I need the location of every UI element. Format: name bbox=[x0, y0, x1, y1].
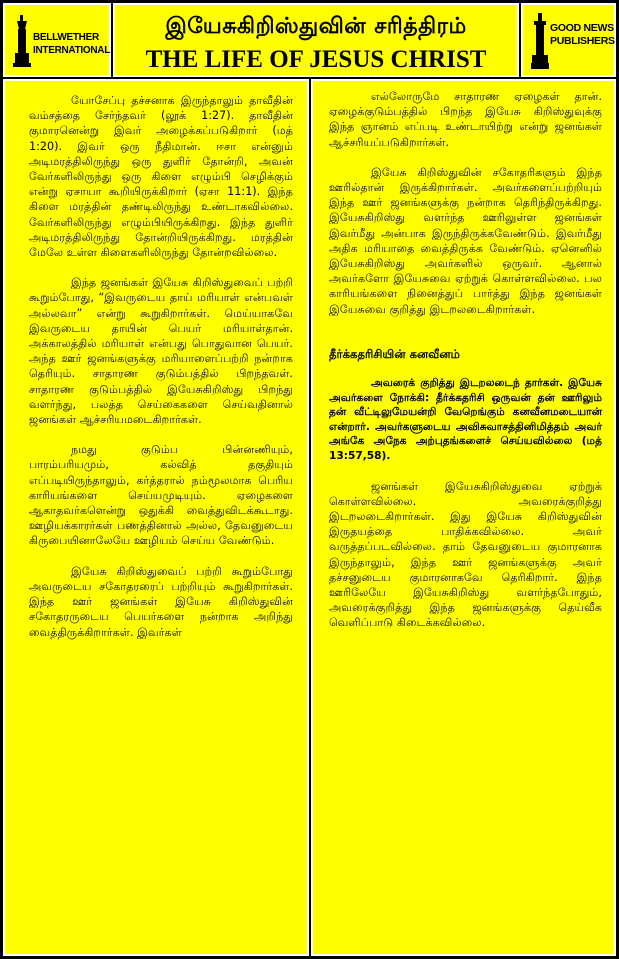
bellwether-logo-text bbox=[33, 31, 110, 57]
good-news-line1: GOOD NEWS bbox=[550, 22, 614, 34]
right-paragraph-1: எல்லோருமே சாதாரண ஏழைகள் தான். ஏழைக்குடும்பத்தில் பிறந்த இயேசு கிறிஸ்துவுக்கு இந்த ஞானம் எப்படி உண்டாயிற்று என்று ஜனங்கள் ஆச்சரியப்படுகிறார்கள். bbox=[329, 90, 602, 149]
good-news-logo bbox=[523, 5, 614, 75]
left-paragraph-1: யோசேப்பு தச்சனாக இருந்தாலும் தாவீதின் வம்சத்தை சேர்ந்தவர் (லூக் 1:27). தாவீதின் குமாரனென்று இவர் அழைக்கப்படுகிறார் (மத் 1:20). இவர் ஒரு நீதிமான். ஈசா என்னும் அடிமரத்திலிருந்து ஒரு துளிர் தோன்றி, அவன் வேர்களிலிருந்து ஒரு கிளை எழும்பி செழிக்கும் என்று ஏசாயா கூறியிருக்கிறார் (ஏசா 11:1). இந்த கிளை மரத்தின் தண்டிலிருந்து உண்டாகவில்லை. வேர்களிலிருந்து எழும்பியிருக்கிறது. இந்த துளிர் அடிமரத்திலிருந்து தோன்றியிருக்கிறது. மரத்தின் மேலே உள்ள கிளைகளிலிருந்து தோன்றவில்லை. bbox=[29, 94, 293, 260]
left-column bbox=[5, 81, 307, 954]
right-paragraph-2: இயேசு கிறிஸ்துவின் சகோதரிகளும் இந்த ஊரில்தான் இருக்கிறார்கள். அவர்களைப்பற்றியும் இந்த ஊர் ஜனங்களுக்கு நன்றாக தெரிந்திருக்கிறது. இயேசுகிறிஸ்து வளர்ந்த ஊரிலுள்ள ஜனங்கள் இவர்மீது அன்பாக இருந்திருக்கவேண்டும். இவர்மீது அதிக மரியாதை வைத்திருக்க வேண்டும். ஏனெனில் இயேசுகிறிஸ்து அவர்களில் ஒருவர். ஆனால் அவர்களோ இயேசுவை ஏற்றுக் கொள்ளவில்லை. பல காரியங்களை நினைத்துப் பார்த்து இந்த ஜனங்கள் இயேசுவை குறித்து இடறலடைகிறார்கள். bbox=[329, 165, 602, 316]
right-column bbox=[313, 81, 614, 954]
title-tamil: இயேசுகிறிஸ்துவின் சரித்திரம் bbox=[165, 13, 467, 39]
section-heading: தீர்க்கதரிசியின் கனவீனம் bbox=[329, 346, 460, 361]
bellwether-line2: INTERNATIONAL bbox=[33, 45, 111, 56]
left-paragraph-3: நமது குடும்ப பின்னணியும், பாரம்பரியமும், கல்வித் தகுதியும் எப்படியிருந்தாலும், கர்த்தரால் நம்மூலமாக பெரிய காரியங்களை செய்யமுடியும். ஏழைகளை ஆகாதவர்களென்று ஒதுக்கி வைத்துவிடக்கூடாது. ஊழியக்காரர்கள் பணத்தினால் அல்ல, தேவனுடைய கிருபையினாலேயே ஊழியம் செய்ய வேண்டும். bbox=[29, 443, 293, 548]
bellwether-line1: BELLWETHER bbox=[33, 32, 99, 43]
right-paragraph-4: ஜனங்கள் இயேசுகிறிஸ்துவை ஏற்றுக் கொள்ளவில்லை. அவரைக்குறித்து இடறலடைகிறார்கள். இது இயேசு கிறிஸ்துவின் இருதயத்தை பாதிக்கவில்லை. அவர் வருத்தப்படவில்லை. தாம் தேவனுடைய குமாரனாக இருந்தாலும், இந்த ஊர் ஜனங்களுக்கு அவர் தச்சனுடைய குமாரனாகவே தெரிகிறார். இந்த ஊரிலேயே இயேசுகிறிஸ்து வளர்ந்தபோதும், அவரைக்குறித்து இந்த ஜனங்களுக்கு தெய்வீக வெளிப்பாடு கிடைக்கவில்லை. bbox=[329, 479, 602, 630]
title-english: THE LIFE OF JESUS CHRIST bbox=[145, 46, 487, 73]
left-paragraph-4: இயேசு கிறிஸ்துவைப் பற்றி கூறும்போது அவருடைய சகோதரரைப் பற்றியும் கூறுகிறார்கள். இந்த ஊர் ஜனங்கள் இயேசு கிறிஸ்துவின் சகோதரருடைய பெயர்களை நன்றாக அறிந்து வைத்திருக்கிறார்கள். இவர்கள் bbox=[29, 564, 293, 639]
bellwether-logo bbox=[5, 5, 109, 75]
good-news-line2: PUBLISHERS bbox=[550, 35, 615, 47]
bellwether-tower-icon bbox=[13, 15, 31, 67]
left-paragraph-2: இந்த ஜனங்கள் இயேசு கிறிஸ்துவைப் பற்றி கூறும்போது, “இவருடைய தாய் மரியாள் என்பவள் அல்லவா” என்று கூறுகிறார்கள். மெய்யாகவே இவருடைய தாயின் பெயர் மரியாள்தான். அக்காலத்தில் மரியாள் என்பது பொதுவான பெயர். அந்த ஊர் ஜனங்களுக்கு மரியாளைப்பற்றி நன்றாக தெரியும். சாதாரண குடும்பத்தில் பிறந்தவள். சாதாரண குடும்பத்தில் இயேசுகிறிஸ்து பிறந்து வளர்ந்து, பலத்த செய்கைகளை செய்வதினால் ஜனங்கள் ஆச்சரியமடைகிறார்கள். bbox=[29, 276, 293, 427]
book-tower-icon bbox=[531, 13, 549, 69]
scripture-quote: அவரைக் குறித்து இடறலடைந் தார்கள். இயேசு அவர்களை நோக்கி: தீர்க்கதரிசி ஒருவன் தன் ஊரிலும் தன் வீட்டிலுமேயன்றி வேறெங்கும் கனவீனமடையான் என்றார். அவர்களுடைய அவிசுவாசத்தினிமித்தம் அவர் அங்கே அநேக அற்புதங்களைச் செய்யவில்லை (மத் 13:57,58). bbox=[329, 377, 602, 463]
title-banner bbox=[115, 5, 517, 75]
good-news-logo-text bbox=[550, 22, 615, 48]
